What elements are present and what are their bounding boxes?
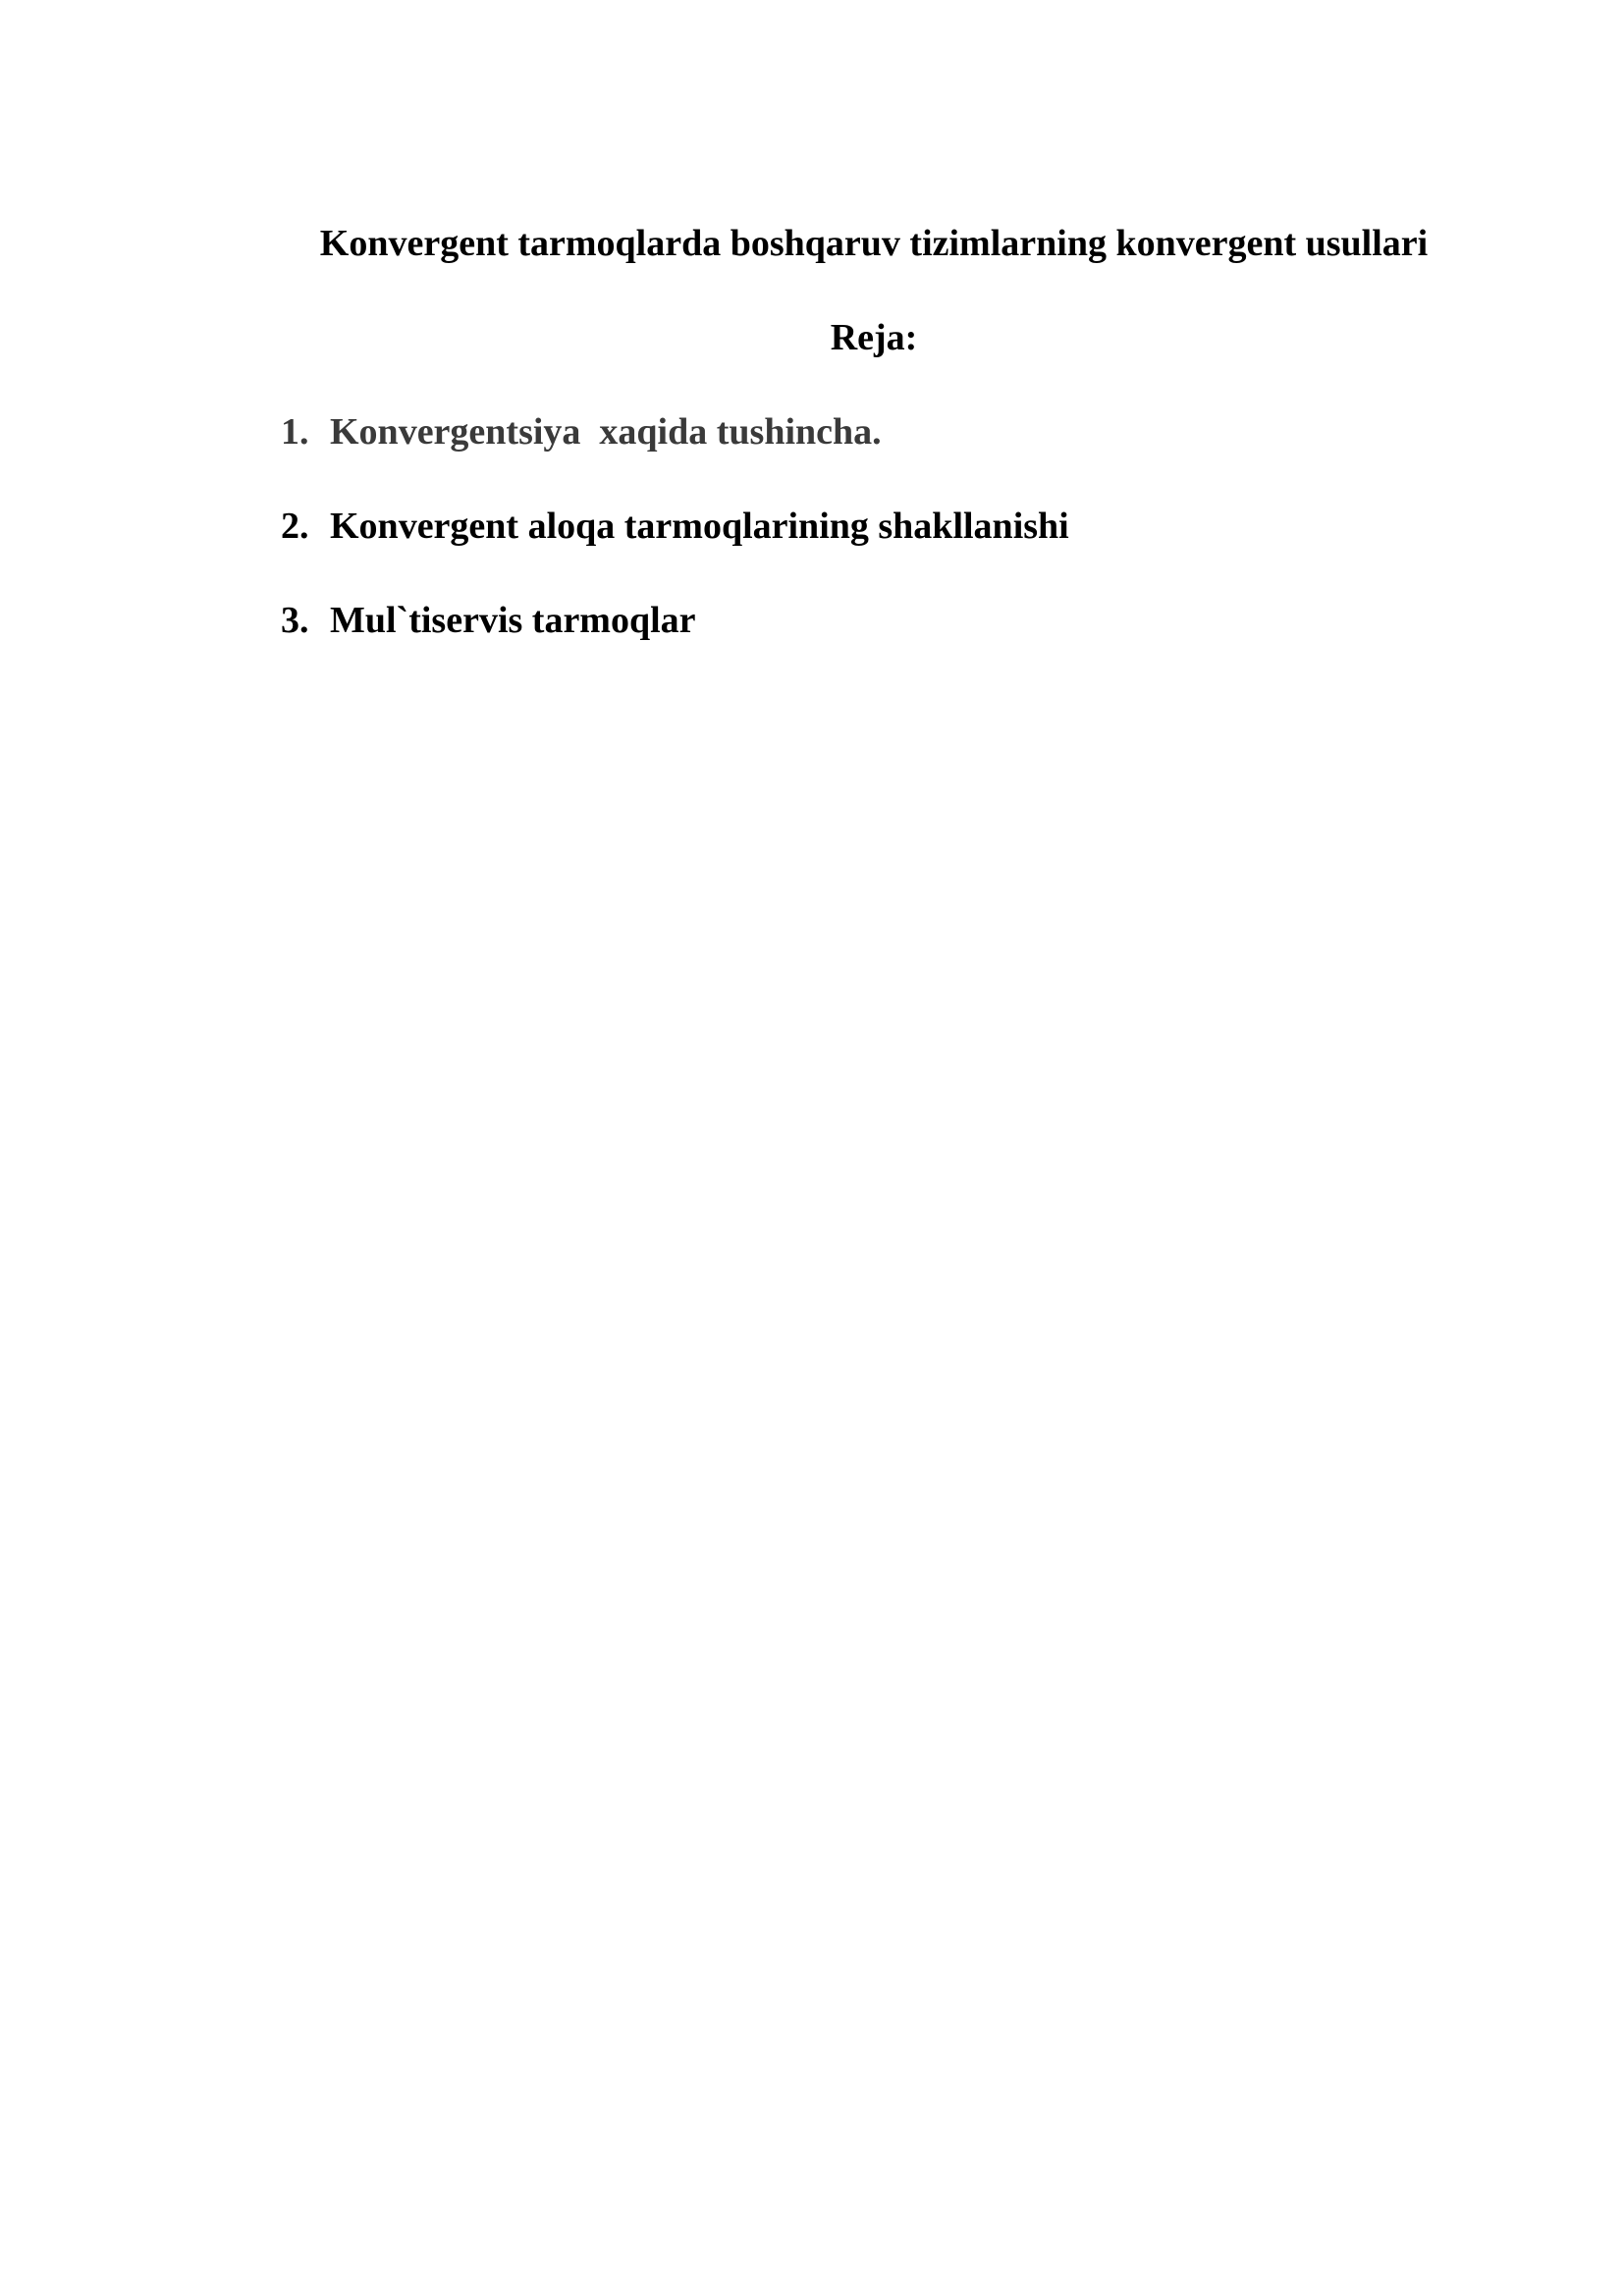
plan-item — [281, 408, 1069, 455]
plan-item-number: 3. — [281, 600, 309, 641]
plan-item-number: 2. — [281, 506, 309, 547]
plan-item-text: Konvergentsiya xaqida tushincha. — [330, 411, 882, 453]
document-title: Konvergent tarmoqlarda boshqaruv tizimlarning konvergent usullari — [319, 223, 1429, 264]
plan-item — [281, 503, 1069, 550]
plan-item-text: Mul`tiservis tarmoqlar — [330, 600, 696, 641]
plan-list — [281, 408, 1069, 691]
plan-item-text: Konvergent aloqa tarmoqlarining shakllanishi — [330, 506, 1069, 547]
plan-item-number: 1. — [281, 411, 309, 453]
plan-heading: Reja: — [830, 317, 918, 358]
plan-item — [281, 597, 1069, 644]
